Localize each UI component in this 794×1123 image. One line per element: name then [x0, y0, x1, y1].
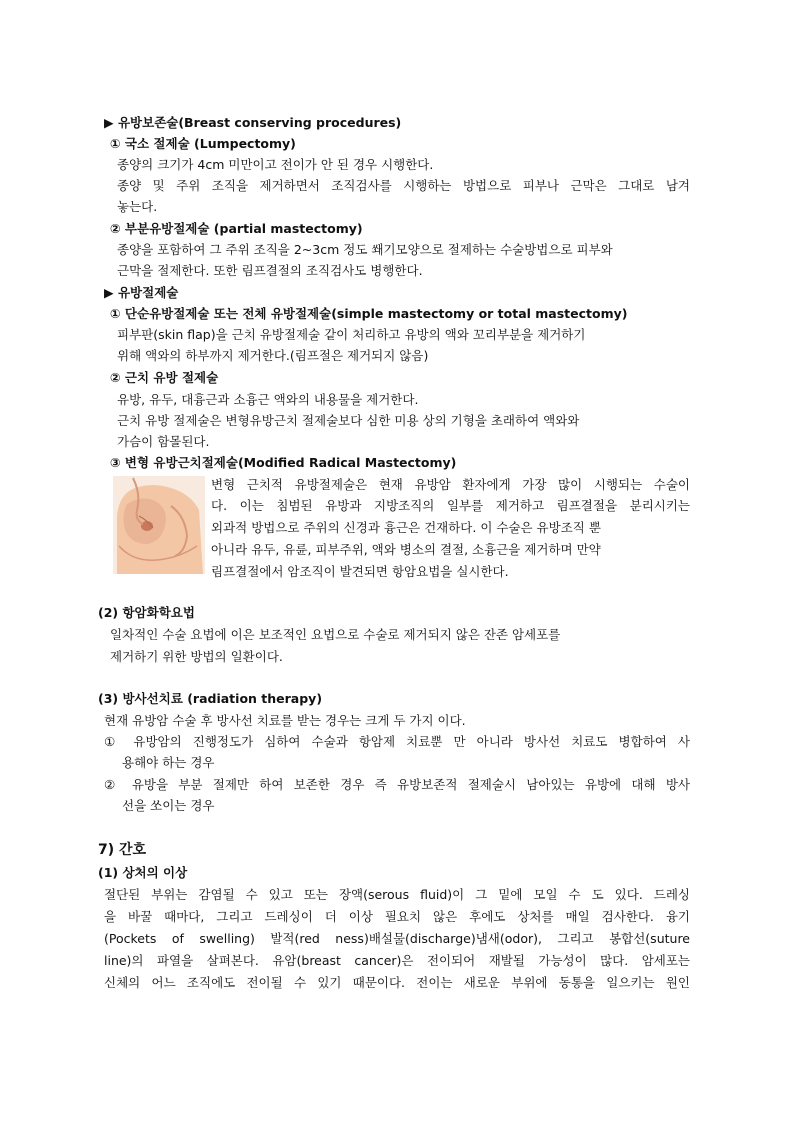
section-heading-mastectomy: ▶ 유방절제술	[104, 285, 179, 300]
radiation-intro: 현재 유방암 수술 후 방사선 치료를 받는 경우는 크게 두 가지 이다.	[104, 713, 466, 728]
simple-mastectomy-line-2: 위해 액와의 하부까지 제거한다.(림프절은 제거되지 않음)	[117, 348, 429, 363]
chemotherapy-title: (2) 항암화학요법	[98, 605, 195, 620]
wound-line-4: line)의 파열을 살펴본다. 유암(breast cancer)은 전이되어 재발될 가능성이 많다. 암세포는	[104, 953, 690, 968]
nursing-title: 7) 간호	[98, 842, 147, 858]
simple-mastectomy-title: ① 단순유방절제술 또는 전체 유방절제술(simple mastectomy or total mastectomy)	[110, 306, 628, 321]
radiation-item-2-line-1: ② 유방을 부분 절제만 하여 보존한 경우 즉 유방보존적 절제술시 남아있는 유방에 대해 방사	[104, 777, 690, 792]
modified-radical-title: ③ 변형 유방근치절제술(Modified Radical Mastectomy)	[110, 455, 457, 470]
chemotherapy-line-2: 제거하기 위한 방법의 일환이다.	[110, 649, 283, 664]
radical-mastectomy-line-3: 가슴이 함몰된다.	[117, 434, 210, 449]
radiation-item-1-line-1: ① 유방암의 진행정도가 심하여 수술과 항암제 치료뿐 만 아니라 방사선 치료도 병합하여 사	[104, 734, 690, 749]
radiation-item-2-line-2: 선을 쏘이는 경우	[122, 798, 215, 813]
lumpectomy-line-1: 종양의 크기가 4cm 미만이고 전이가 안 된 경우 시행한다.	[117, 157, 434, 172]
radical-mastectomy-line-2: 근치 유방 절제술은 변형유방근치 절제술보다 심한 미용 상의 기형을 초래하여 액와와	[117, 413, 580, 428]
partial-mastectomy-line-2: 근막을 절제한다. 또한 림프결절의 조직검사도 병행한다.	[117, 263, 423, 278]
modified-radical-line-3: 외과적 방법으로 주위의 신경과 흉근은 건재하다. 이 수술은 유방조직 뿐	[211, 520, 601, 535]
chemotherapy-line-1: 일차적인 수술 요법에 이은 보조적인 요법으로 수술로 제거되지 않은 잔존 암세포를	[110, 627, 561, 642]
radical-mastectomy-line-1: 유방, 유두, 대흉근과 소흉근 액와의 내용물을 제거한다.	[117, 392, 419, 407]
radiation-item-1-line-2: 용해야 하는 경우	[122, 755, 215, 770]
lumpectomy-line-2: 종양 및 주위 조직을 제거하면서 조직검사를 시행하는 방법으로 피부나 근막은 그대로 남겨	[117, 178, 690, 193]
radiation-therapy-title: (3) 방사선치료 (radiation therapy)	[98, 691, 323, 706]
partial-mastectomy-title: ② 부분유방절제술 (partial mastectomy)	[110, 221, 363, 236]
wound-abnormality-title: (1) 상처의 이상	[98, 865, 188, 880]
modified-radical-line-1: 변형 근치적 유방절제술은 현재 유방암 환자에게 가장 많이 시행되는 수술이	[211, 477, 690, 492]
radical-mastectomy-title: ② 근치 유방 절제술	[110, 370, 219, 385]
partial-mastectomy-line-1: 종양을 포함하여 그 주위 조직을 2~3cm 정도 쐐기모양으로 절제하는 수술방법으로 피부와	[117, 242, 613, 257]
simple-mastectomy-line-1: 피부판(skin flap)을 근치 유방절제술 같이 처리하고 유방의 액와 꼬리부분을 제거하기	[117, 327, 586, 342]
wound-line-3: (Pockets of swelling) 발적(red ness)배설물(discharge)냄새(odor), 그리고 봉합선(suture	[104, 931, 690, 946]
wound-line-1: 절단된 부위는 감염될 수 있고 또는 장액(serous fluid)이 그 밑에 모일 수 도 있다. 드레싱	[104, 887, 690, 902]
section-heading-breast-conserving: ▶ 유방보존술(Breast conserving procedures)	[104, 115, 402, 130]
wound-line-2: 을 바꿀 때마다, 그리고 드레싱이 더 이상 필요치 않은 후에도 상처를 매일 검사한다. 융기	[104, 909, 690, 924]
breast-examination-illustration	[113, 476, 205, 574]
lumpectomy-title: ① 국소 절제술 (Lumpectomy)	[110, 136, 296, 151]
modified-radical-line-2: 다. 이는 침범된 유방과 지방조직의 일부를 제거하고 림프결절을 분리시키는	[211, 498, 690, 513]
wound-line-5: 신체의 어느 조직에도 전이될 수 있기 때문이다. 전이는 새로운 부위에 동통을 일으키는 원인	[104, 975, 690, 990]
modified-radical-line-5: 림프결절에서 암조직이 발견되면 항암요법을 실시한다.	[211, 564, 509, 579]
lumpectomy-line-3: 놓는다.	[117, 199, 158, 214]
modified-radical-line-4: 아니라 유두, 유륜, 피부주위, 액와 병소의 결절, 소흉근을 제거하며 만약	[211, 542, 601, 557]
